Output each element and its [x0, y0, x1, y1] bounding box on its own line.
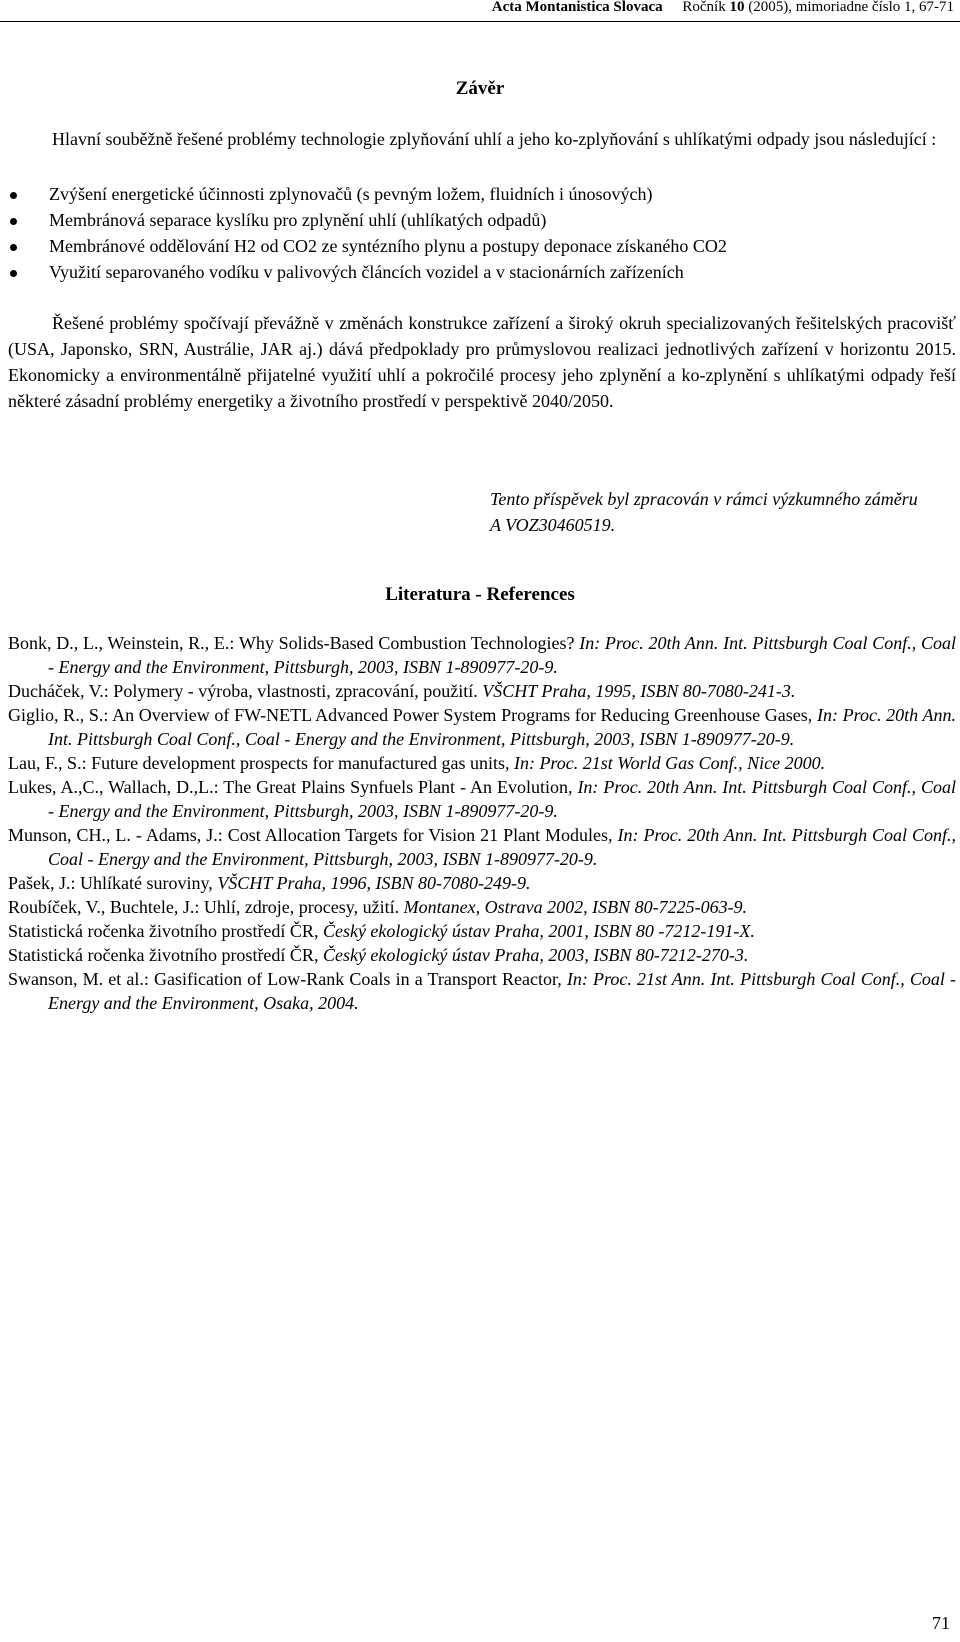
reference-item: [8, 871, 956, 895]
bullet-icon: [10, 192, 17, 199]
reference-item: [8, 895, 956, 919]
reference-text: Statistická ročenka životního prostředí ČR,: [8, 921, 323, 941]
reference-item: [8, 943, 956, 967]
reference-text: Statistická ročenka životního prostředí ČR,: [8, 945, 323, 965]
volume-prefix: Ročník: [682, 0, 730, 15]
reference-source: In: Proc. 20th Ann. Int. Pittsburgh Coal Conf., Coal - Energy and the Environment, Pittsburgh, 2003, ISBN 1-890977-20-9.: [48, 705, 957, 749]
reference-text: Bonk, D., L., Weinstein, R., E.: Why Solids-Based Combustion Technologies?: [8, 633, 580, 653]
reference-item: [8, 919, 956, 943]
bullet-icon: [10, 218, 17, 225]
reference-source: In: Proc. 20th Ann. Int. Pittsburgh Coal Conf., Coal - Energy and the Environment, Pittsburgh, 2003, ISBN 1-890977-20-9.: [48, 825, 956, 869]
conclusion-intro: Hlavní souběžně řešené problémy technologie zplyňování uhlí a jeho ko-zplyňování s uhlíkatými odpady jsou následující :: [52, 129, 937, 149]
reference-item: [8, 823, 956, 871]
reference-text: Lukes, A.,C., Wallach, D.,L.: The Great Plains Synfuels Plant - An Evolution,: [8, 777, 578, 797]
bullet-item: [8, 259, 956, 285]
reference-source: In: Proc. 21st World Gas Conf., Nice 2000.: [513, 753, 826, 773]
bullet-text: Zvýšení energetické účinnosti zplynovačů (s pevným ložem, fluidních i únosových): [49, 184, 653, 204]
funding-note: Tento příspěvek byl zpracován v rámci výzkumného záměru A VOZ30460519.: [490, 489, 918, 535]
bullet-item: [8, 181, 956, 207]
bullet-icon: [10, 244, 17, 251]
reference-text: Pašek, J.: Uhlíkaté suroviny,: [8, 873, 218, 893]
bullet-text: Využití separovaného vodíku v palivových článcích vozidel a v stacionárních zařízeních: [49, 262, 684, 282]
reference-source: In: Proc. 20th Ann. Int. Pittsburgh Coal Conf., Coal - Energy and the Environment, Pittsburgh, 2003, ISBN 1-890977-20-9.: [48, 633, 956, 677]
reference-text: Roubíček, V., Buchtele, J.: Uhlí, zdroje, procesy, užití.: [8, 897, 404, 917]
reference-text: Lau, F., S.: Future development prospects for manufactured gas units,: [8, 753, 514, 773]
reference-item: [8, 967, 956, 1015]
bullet-item: [8, 233, 956, 259]
running-header: [0, 0, 960, 22]
reference-item: [8, 751, 956, 775]
bullet-item: [8, 207, 956, 233]
reference-source: Český ekologický ústav Praha, 2003, ISBN 80-7212-270-3.: [322, 945, 749, 965]
page-number: 71: [932, 1613, 950, 1633]
reference-text: Munson, CH., L. - Adams, J.: Cost Allocation Targets for Vision 21 Plant Modules,: [8, 825, 618, 845]
reference-item: [8, 775, 956, 823]
reference-text: Giglio, R., S.: An Overview of FW-NETL Advanced Power System Programs for Reducing Greenhouse Gases,: [8, 705, 817, 725]
reference-text: Swanson, M. et al.: Gasification of Low-Rank Coals in a Transport Reactor,: [8, 969, 567, 989]
reference-item: [8, 703, 956, 751]
reference-source: Český ekologický ústav Praha, 2001, ISBN 80 -7212-191-X.: [322, 921, 755, 941]
reference-source: Montanex, Ostrava 2002, ISBN 80-7225-063-9.: [403, 897, 748, 917]
bullet-text: Membránové oddělování H2 od CO2 ze syntézního plynu a postupy deponace získaného CO2: [49, 236, 727, 256]
references-list: [8, 631, 956, 1015]
reference-source: In: Proc. 20th Ann. Int. Pittsburgh Coal Conf., Coal - Energy and the Environment, Pittsburgh, 2003, ISBN 1-890977-20-9.: [48, 777, 957, 821]
volume-number: 10: [729, 0, 745, 15]
journal-name: Acta Montanistica Slovaca: [491, 0, 663, 15]
conclusion-bullet-list: [8, 181, 956, 285]
references-title: Literatura - References: [385, 584, 575, 605]
bullet-text: Membránová separace kyslíku pro zplynění uhlí (uhlíkatých odpadů): [49, 210, 547, 230]
volume-info: [682, 0, 954, 15]
reference-source: VŠCHT Praha, 1995, ISBN 80-7080-241-3.: [482, 681, 796, 701]
section-title-conclusion: Závěr: [455, 78, 505, 99]
reference-text: Ducháček, V.: Polymery - výroba, vlastnosti, zpracování, použití.: [8, 681, 483, 701]
reference-source: In: Proc. 21st Ann. Int. Pittsburgh Coal Conf., Coal - Energy and the Environment, Osaka, 2004.: [48, 969, 956, 1013]
reference-item: [8, 679, 956, 703]
reference-item: [8, 631, 956, 679]
conclusion-paragraph: Řešené problémy spočívají převážně v změnách konstrukce zařízení a široký okruh specializovaných řešitelských pracovišť (USA, Japonsko, SRN, Austrálie, JAR aj.) dává předpoklady pro průmyslovou realizaci jednotlivých zařízení v horizontu 2015. Ekonomicky a environmentálně přijatelné využití uhlí a pokročilé procesy jeho zplynění a ko-zplynění s uhlíkatými odpady řeší některé zásadní problémy energetiky a životního prostředí v perspektivě 2040/2050.: [8, 313, 956, 411]
reference-source: VŠCHT Praha, 1996, ISBN 80-7080-249-9.: [217, 873, 531, 893]
bullet-icon: [10, 270, 17, 277]
volume-suffix: (2005), mimoriadne číslo 1, 67-71: [744, 0, 954, 15]
